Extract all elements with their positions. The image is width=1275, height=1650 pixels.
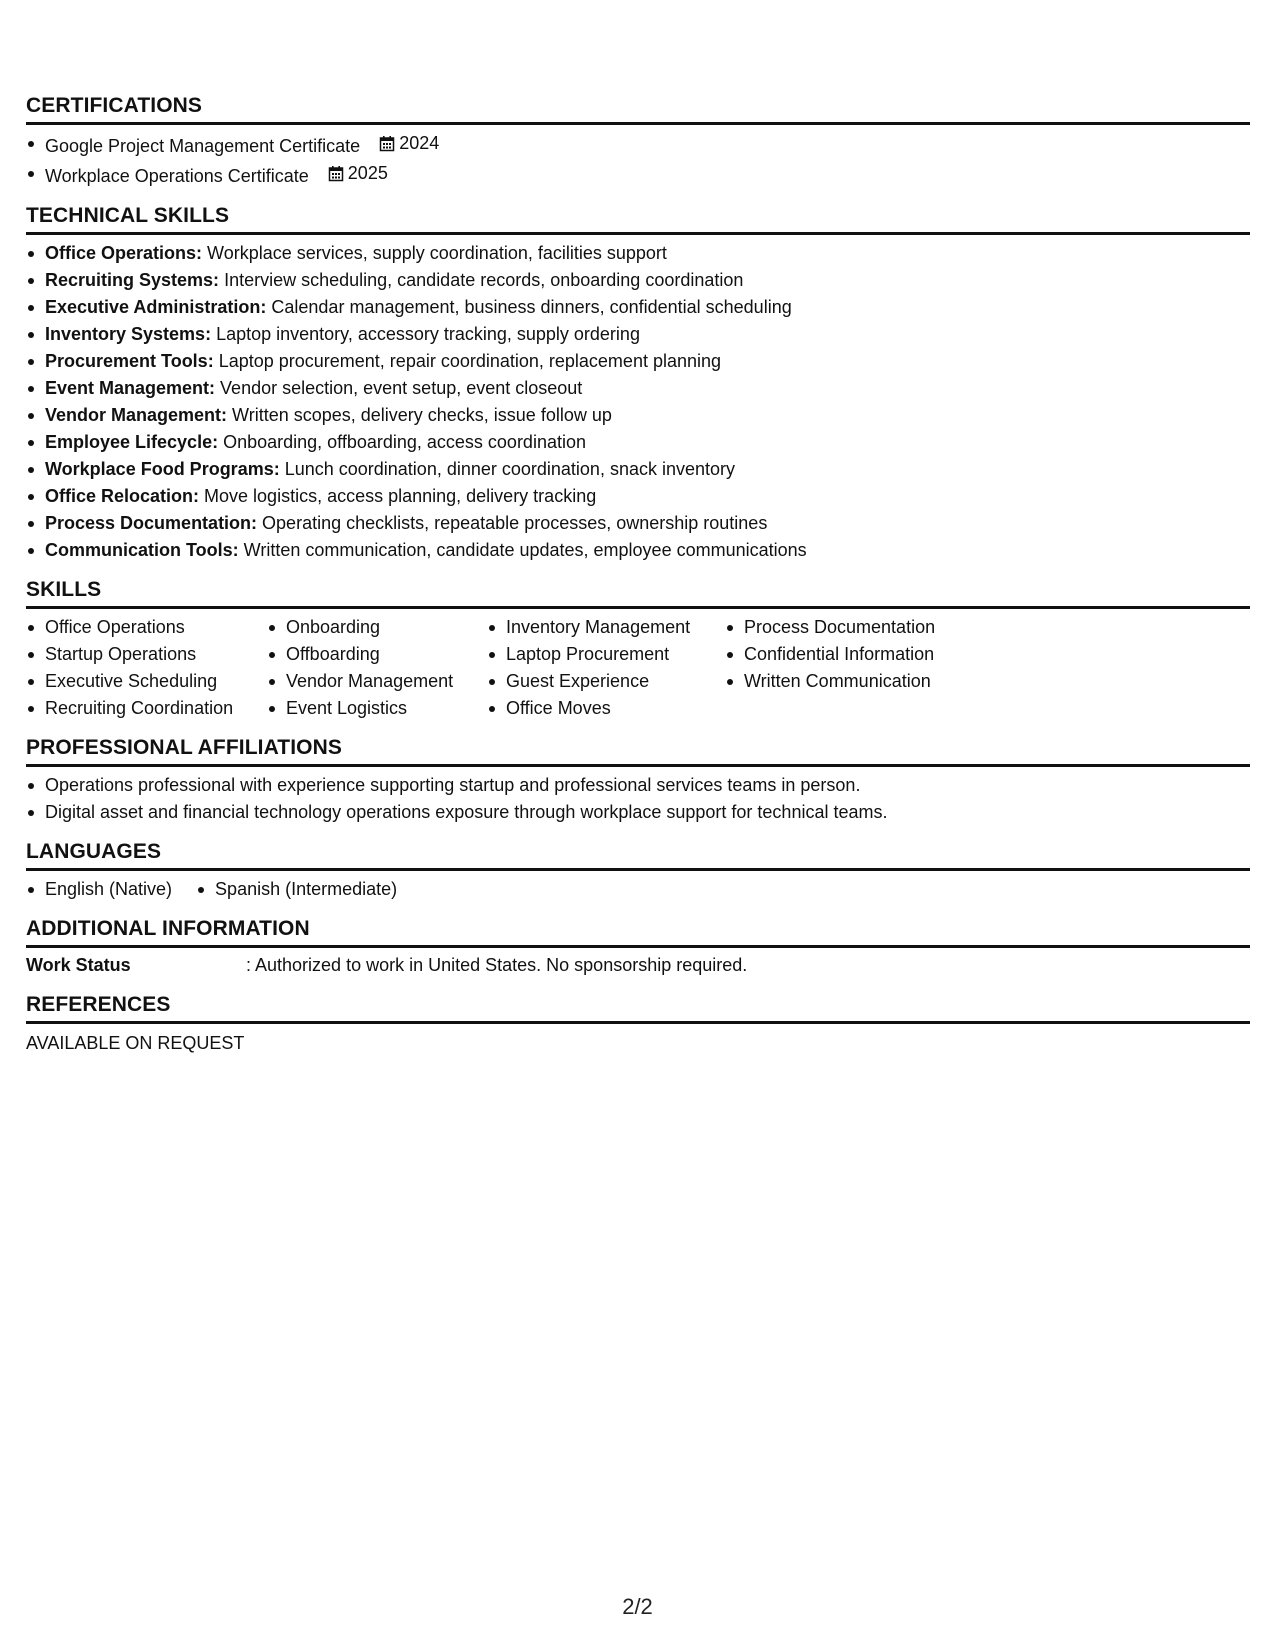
languages-section (26, 840, 1250, 903)
references-section (26, 993, 1250, 1057)
work-status-row (26, 952, 1250, 979)
technical-skill-label: Vendor Management: (45, 405, 228, 425)
skill-item: Laptop Procurement (487, 641, 725, 668)
technical-skill-text: Lunch coordination, dinner coordination, snack inventory (279, 459, 736, 479)
skill-item: Written Communication (725, 668, 985, 695)
technical-skill-item (26, 402, 1250, 429)
certifications-section (26, 94, 1250, 190)
technical-skill-item (26, 348, 1250, 375)
work-status-value: : Authorized to work in United States. No sponsorship required. (246, 955, 748, 975)
technical-skill-label: Employee Lifecycle: (45, 432, 219, 452)
skill-item: Process Documentation (725, 614, 985, 641)
affiliation-item: Digital asset and financial technology operations exposure through workplace support for technical teams. (26, 799, 1250, 826)
certifications-list (26, 130, 1250, 190)
certification-year: 2024 (399, 133, 440, 153)
technical-skill-label: Office Relocation: (45, 486, 200, 506)
technical-skill-text: Vendor selection, event setup, event closeout (215, 378, 583, 398)
technical-skill-item (26, 483, 1250, 510)
technical-skill-label: Recruiting Systems: (45, 270, 220, 290)
skill-item: Office Operations (26, 614, 267, 641)
skill-item: Confidential Information (725, 641, 985, 668)
skill-item: Event Logistics (267, 695, 487, 722)
technical-skill-item (26, 267, 1250, 294)
section-title-certifications: CERTIFICATIONS (26, 94, 1250, 125)
certification-year: 2025 (347, 163, 388, 183)
resume-page (26, 94, 1250, 1071)
technical-skill-text: Workplace services, supply coordination, facilities support (202, 243, 667, 263)
technical-skill-label: Procurement Tools: (45, 351, 214, 371)
technical-skills-list (26, 240, 1250, 564)
skill-item: Office Moves (487, 695, 725, 722)
affiliations-section (26, 736, 1250, 826)
technical-skill-item (26, 375, 1250, 402)
skills-column (26, 614, 267, 722)
technical-skill-text: Onboarding, offboarding, access coordination (218, 432, 586, 452)
technical-skill-label: Executive Administration: (45, 297, 267, 317)
skill-item: Onboarding (267, 614, 487, 641)
technical-skill-text: Laptop procurement, repair coordination, replacement planning (213, 351, 722, 371)
section-title-affiliations: PROFESSIONAL AFFILIATIONS (26, 736, 1250, 767)
section-title-languages: LANGUAGES (26, 840, 1250, 871)
section-title-skills: SKILLS (26, 578, 1250, 609)
certification-date (328, 160, 388, 187)
section-title-technical-skills: TECHNICAL SKILLS (26, 204, 1250, 235)
technical-skill-text: Written communication, candidate updates, employee communications (238, 540, 807, 560)
technical-skill-label: Inventory Systems: (45, 324, 212, 344)
technical-skill-item (26, 429, 1250, 456)
calendar-icon (379, 135, 395, 152)
technical-skill-label: Event Management: (45, 378, 216, 398)
technical-skill-item (26, 294, 1250, 321)
skills-column (487, 614, 725, 722)
work-status-label: Work Status (26, 955, 131, 975)
technical-skill-item (26, 321, 1250, 348)
technical-skill-item (26, 456, 1250, 483)
skills-column (725, 614, 985, 722)
skill-item: Recruiting Coordination (26, 695, 267, 722)
page-number: 2/2 (622, 1594, 653, 1619)
technical-skill-text: Written scopes, delivery checks, issue follow up (227, 405, 612, 425)
skills-section (26, 578, 1250, 722)
skill-item: Inventory Management (487, 614, 725, 641)
technical-skills-section (26, 204, 1250, 564)
technical-skill-text: Operating checklists, repeatable processes, ownership routines (257, 513, 768, 533)
skills-column (267, 614, 487, 722)
certification-date (379, 130, 439, 157)
skill-item: Offboarding (267, 641, 487, 668)
technical-skill-item (26, 537, 1250, 564)
affiliation-item: Operations professional with experience supporting startup and professional services teams in person. (26, 772, 1250, 799)
technical-skill-label: Office Operations: (45, 243, 203, 263)
languages-list-1 (26, 876, 196, 903)
technical-skill-text: Interview scheduling, candidate records, onboarding coordination (219, 270, 744, 290)
certification-item (26, 160, 1250, 190)
certification-item (26, 130, 1250, 160)
technical-skill-label: Communication Tools: (45, 540, 239, 560)
affiliations-list (26, 772, 1250, 826)
skill-item: Executive Scheduling (26, 668, 267, 695)
languages-list-2 (196, 876, 421, 903)
technical-skill-item (26, 240, 1250, 267)
technical-skill-text: Laptop inventory, accessory tracking, supply ordering (211, 324, 640, 344)
language-item: Spanish (Intermediate) (196, 876, 397, 903)
languages-row (26, 876, 1250, 903)
skill-item: Startup Operations (26, 641, 267, 668)
technical-skill-item (26, 510, 1250, 537)
technical-skill-label: Workplace Food Programs: (45, 459, 280, 479)
calendar-icon (328, 165, 344, 182)
certification-name: Google Project Management Certificate (45, 136, 361, 156)
technical-skill-text: Move logistics, access planning, delivery tracking (199, 486, 597, 506)
skills-grid (26, 614, 1250, 722)
references-text: AVAILABLE ON REQUEST (26, 1033, 245, 1053)
skill-item: Guest Experience (487, 668, 725, 695)
technical-skill-label: Process Documentation: (45, 513, 258, 533)
language-item: English (Native) (26, 876, 172, 903)
skill-item: Vendor Management (267, 668, 487, 695)
additional-info-section (26, 917, 1250, 979)
section-title-references: REFERENCES (26, 993, 1250, 1024)
technical-skill-text: Calendar management, business dinners, confidential scheduling (266, 297, 792, 317)
certification-name: Workplace Operations Certificate (45, 166, 309, 186)
section-title-additional-info: ADDITIONAL INFORMATION (26, 917, 1250, 948)
